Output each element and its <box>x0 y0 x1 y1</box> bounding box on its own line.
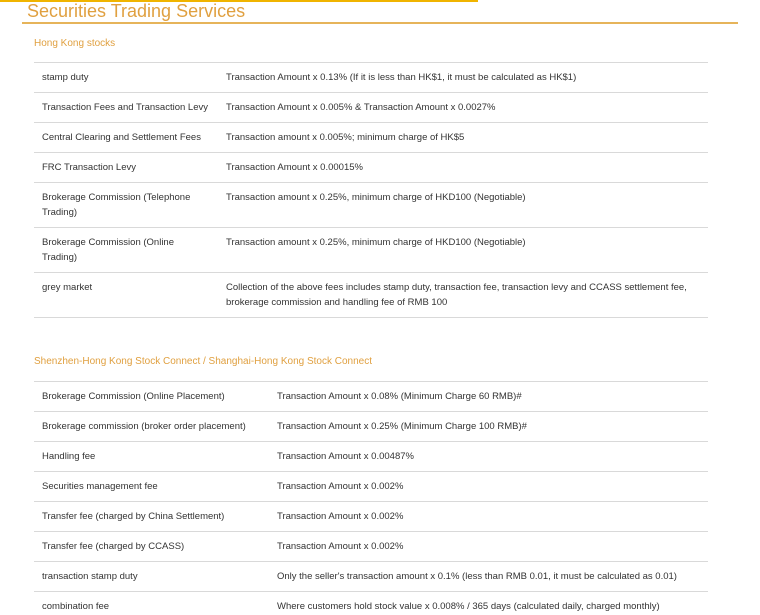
table-row <box>34 412 708 442</box>
table-row <box>34 273 708 318</box>
fee-name: Central Clearing and Settlement Fees <box>42 132 201 143</box>
table-row <box>34 93 708 123</box>
fee-name: grey market <box>42 282 93 293</box>
connect-section-title: Shenzhen-Hong Kong Stock Connect / Shanghai-Hong Kong Stock Connect <box>34 356 372 367</box>
fee-description: Transaction amount x 0.005%; minimum charge of HK$5 <box>226 132 465 143</box>
fee-name: Brokerage commission (broker order placement) <box>42 421 246 432</box>
fee-name: Transfer fee (charged by CCASS) <box>42 541 185 552</box>
table-row <box>34 63 708 93</box>
table-row <box>34 532 708 562</box>
table-row <box>34 228 708 273</box>
fee-description: Where customers hold stock value x 0.008% / 365 days (calculated daily, charged monthly) <box>277 601 660 612</box>
fee-description: Transaction Amount x 0.13% (If it is less than HK$1, it must be calculated as HK$1) <box>226 72 577 83</box>
hk-fee-table <box>34 62 708 318</box>
fee-description: Transaction Amount x 0.002% <box>277 481 404 492</box>
fee-name: Transfer fee (charged by China Settlement) <box>42 511 225 522</box>
fee-name: combination fee <box>42 601 110 612</box>
fee-name: Securities management fee <box>42 481 158 492</box>
fee-description: Transaction Amount x 0.005% & Transaction Amount x 0.0027% <box>226 102 496 113</box>
table-row <box>34 592 708 615</box>
fee-name: Brokerage Commission (Online Trading) <box>42 237 174 263</box>
fee-name: Handling fee <box>42 451 96 462</box>
fee-description: Transaction Amount x 0.00015% <box>226 162 363 173</box>
fee-description: Transaction Amount x 0.002% <box>277 511 404 522</box>
fee-description: Transaction Amount x 0.002% <box>277 541 404 552</box>
table-row <box>34 502 708 532</box>
hk-section-title: Hong Kong stocks <box>34 38 116 49</box>
title-divider <box>22 22 738 24</box>
connect-fee-table <box>34 381 708 614</box>
fee-description: Transaction Amount x 0.00487% <box>277 451 414 462</box>
fee-description: Transaction Amount x 0.25% (Minimum Charge 100 RMB)# <box>277 421 527 432</box>
page-title: Securities Trading Services <box>27 1 246 21</box>
table-row <box>34 472 708 502</box>
fee-description: Transaction amount x 0.25%, minimum charge of HKD100 (Negotiable) <box>226 192 526 203</box>
fee-name: Brokerage Commission (Telephone Trading) <box>42 192 191 218</box>
fee-name: Transaction Fees and Transaction Levy <box>42 102 208 113</box>
fee-name: Brokerage Commission (Online Placement) <box>42 391 225 402</box>
table-row <box>34 562 708 592</box>
table-row <box>34 442 708 472</box>
fee-description: Transaction Amount x 0.08% (Minimum Charge 60 RMB)# <box>277 391 522 402</box>
table-row <box>34 123 708 153</box>
fee-name: stamp duty <box>42 72 89 83</box>
fee-description: Transaction amount x 0.25%, minimum charge of HKD100 (Negotiable) <box>226 237 526 248</box>
fee-name: FRC Transaction Levy <box>42 162 136 173</box>
table-row <box>34 153 708 183</box>
fee-description: Only the seller's transaction amount x 0.1% (less than RMB 0.01, it must be calculated as 0.01) <box>277 571 677 582</box>
fee-name: transaction stamp duty <box>42 571 138 582</box>
fee-description: Collection of the above fees includes stamp duty, transaction fee, transaction levy and CCASS settlement fee, brokerage commission and handling fee of RMB 100 <box>226 282 687 308</box>
table-row <box>34 183 708 228</box>
table-row <box>34 382 708 412</box>
